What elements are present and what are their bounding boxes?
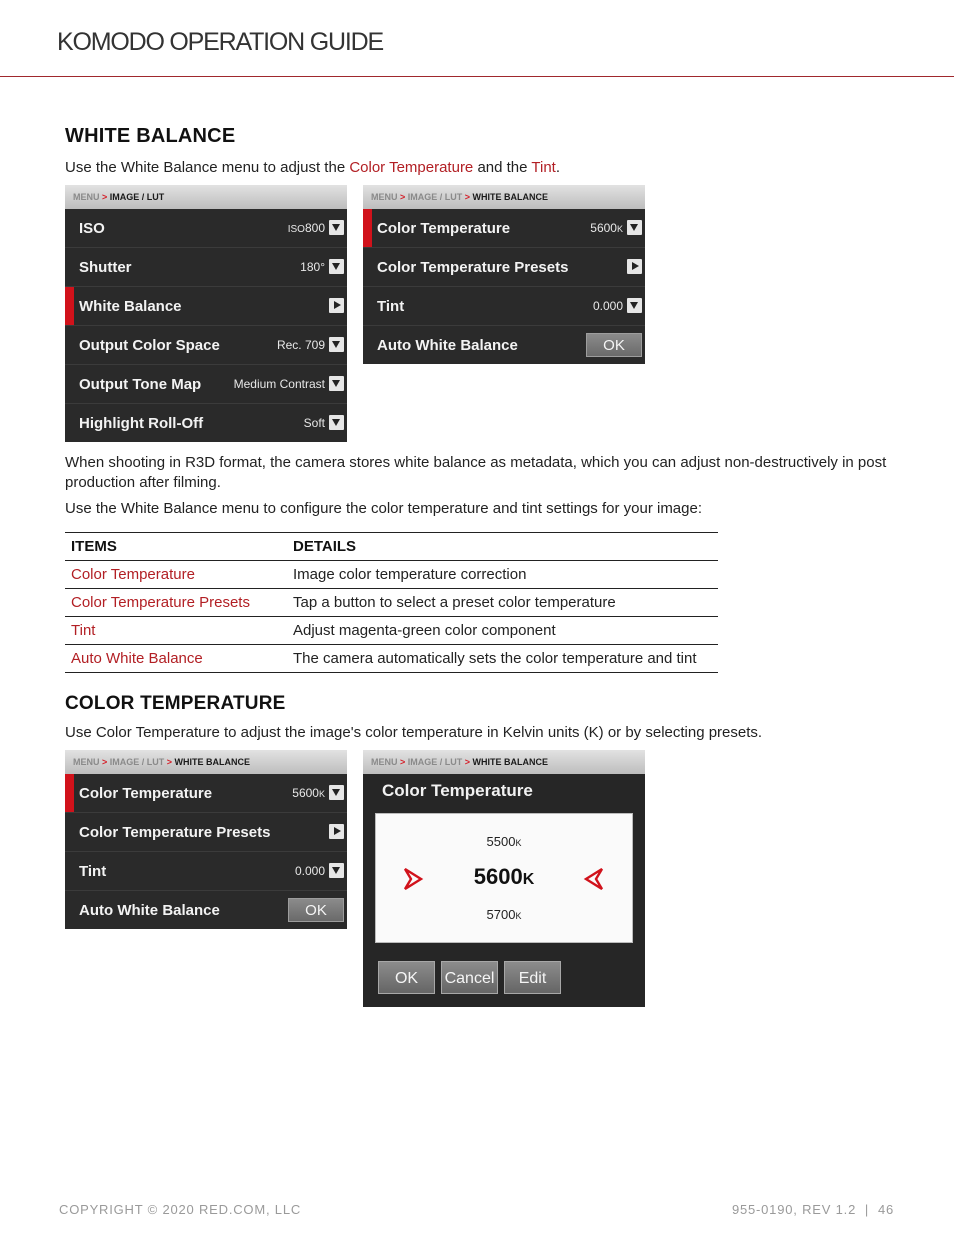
dropdown-arrow-icon[interactable] — [329, 863, 344, 878]
breadcrumb-separator: > — [462, 757, 473, 767]
menu-row-value: 0.000 — [294, 864, 325, 878]
breadcrumb-root[interactable]: MENU — [73, 757, 100, 767]
table-cell-detail: Image color temperature correction — [287, 561, 718, 589]
kelvin-value: 5600 — [292, 786, 319, 800]
dropdown-arrow-icon[interactable] — [329, 415, 344, 430]
auto-white-balance-ok-button[interactable]: OK — [586, 333, 642, 357]
breadcrumb-separator: > — [397, 757, 408, 767]
dialog-title: Color Temperature — [363, 774, 645, 812]
menu-row-value: 0.000 — [592, 299, 623, 313]
breadcrumb-root[interactable]: MENU — [371, 757, 398, 767]
picker-next-number: 5700 — [486, 907, 516, 922]
link-tint[interactable]: Tint — [531, 159, 556, 176]
link-color-temperature[interactable]: Color Temperature — [349, 159, 474, 176]
dropdown-arrow-icon[interactable] — [329, 220, 344, 235]
picker-unit: K — [515, 838, 522, 848]
intro-text: . — [555, 159, 561, 176]
breadcrumb — [363, 185, 645, 209]
menu-row-value: 180° — [300, 260, 325, 274]
color-temperature-dialog — [363, 750, 645, 1007]
increase-chevron-icon[interactable] — [583, 866, 605, 892]
menu-row-label: Highlight Roll-Off — [79, 415, 204, 432]
menu-row-label: Auto White Balance — [79, 902, 220, 919]
menu-row-auto-white-balance[interactable] — [65, 891, 347, 929]
picker-current-number: 5600 — [473, 864, 523, 889]
table-header-row — [65, 533, 718, 561]
iso-value: 800 — [304, 221, 325, 235]
chevron-right-icon[interactable] — [329, 824, 344, 839]
footer-copyright: COPYRIGHT © 2020 RED.COM, LLC — [59, 1202, 302, 1217]
table-cell-detail: Tap a button to select a preset color temperature — [287, 589, 718, 617]
menu-row-label: Shutter — [79, 259, 132, 276]
breadcrumb-separator: > — [462, 192, 473, 202]
breadcrumb-current: WHITE BALANCE — [174, 757, 251, 767]
kelvin-unit: K — [318, 789, 325, 799]
breadcrumb-mid[interactable]: IMAGE / LUT — [109, 757, 165, 767]
menu-row-tint[interactable] — [65, 852, 347, 891]
picker-unit: K — [522, 871, 535, 888]
breadcrumb-separator: > — [397, 192, 408, 202]
decrease-chevron-icon[interactable] — [402, 866, 424, 892]
breadcrumb-current: IMAGE / LUT — [109, 192, 165, 202]
header-rule — [0, 76, 954, 77]
white-balance-menu-panel — [363, 185, 645, 364]
menu-row-label: Output Tone Map — [79, 376, 202, 393]
menu-row-highlight-roll-off[interactable] — [65, 404, 347, 442]
dropdown-arrow-icon[interactable] — [329, 785, 344, 800]
breadcrumb-current: WHITE BALANCE — [472, 192, 549, 202]
table-row — [65, 645, 718, 673]
paragraph-r3d-metadata: When shooting in R3D format, the camera stores white balance as metadata, which you can adjust non-destructively in post production after filming. — [65, 454, 887, 491]
chevron-right-icon[interactable] — [627, 259, 642, 274]
picker-prev-number: 5500 — [486, 834, 516, 849]
dropdown-arrow-icon[interactable] — [329, 376, 344, 391]
footer-doc-number: 955-0190, REV 1.2 | 46 — [731, 1202, 894, 1217]
dropdown-arrow-icon[interactable] — [329, 259, 344, 274]
breadcrumb-root[interactable]: MENU — [371, 192, 398, 202]
auto-white-balance-ok-button[interactable]: OK — [288, 898, 344, 922]
kelvin-unit: K — [616, 224, 623, 234]
picker-unit: K — [515, 911, 522, 921]
chevron-right-icon[interactable] — [329, 298, 344, 313]
menu-row-value — [292, 786, 325, 800]
dropdown-arrow-icon[interactable] — [627, 298, 642, 313]
table-cell-item-link[interactable]: Tint — [65, 617, 287, 645]
dialog-ok-button[interactable]: OK — [378, 961, 435, 994]
menu-row-value — [590, 221, 623, 235]
section-heading-color-temperature: COLOR TEMPERATURE — [65, 693, 286, 714]
table-row — [65, 617, 718, 645]
table-header-details: DETAILS — [287, 533, 718, 561]
menu-row-color-temperature[interactable] — [363, 209, 645, 248]
dialog-edit-button[interactable]: Edit — [504, 961, 561, 994]
menu-row-color-temperature-presets[interactable] — [65, 813, 347, 852]
image-lut-menu-panel — [65, 185, 347, 442]
menu-row-value — [288, 221, 325, 235]
menu-row-value: Soft — [303, 416, 325, 430]
breadcrumb — [65, 185, 347, 209]
table-header-items: ITEMS — [65, 533, 287, 561]
menu-row-white-balance[interactable] — [65, 287, 347, 326]
table-cell-detail: Adjust magenta-green color component — [287, 617, 718, 645]
menu-row-color-temperature-presets[interactable] — [363, 248, 645, 287]
kelvin-picker[interactable] — [375, 813, 633, 943]
white-balance-intro — [65, 158, 560, 178]
table-row — [65, 561, 718, 589]
breadcrumb-mid[interactable]: IMAGE / LUT — [407, 757, 463, 767]
menu-row-label: ISO — [79, 220, 105, 237]
intro-text: and the — [473, 159, 532, 176]
breadcrumb-separator: > — [164, 757, 175, 767]
menu-row-value: Rec. 709 — [276, 338, 325, 352]
menu-row-label: Color Temperature — [377, 220, 511, 237]
menu-row-value: Medium Contrast — [233, 377, 325, 391]
menu-row-label: Color Temperature — [79, 785, 213, 802]
menu-row-iso[interactable] — [65, 209, 347, 248]
dialog-cancel-button[interactable]: Cancel — [441, 961, 498, 994]
picker-next-value[interactable] — [376, 907, 632, 922]
table-cell-item-link[interactable]: Color Temperature — [65, 561, 287, 589]
breadcrumb-separator: > — [99, 192, 110, 202]
section-heading-white-balance: WHITE BALANCE — [65, 125, 236, 147]
picker-previous-value[interactable] — [376, 834, 632, 849]
document-header-title: KOMODO OPERATION GUIDE — [57, 28, 383, 56]
white-balance-menu-panel-2 — [65, 750, 347, 929]
menu-row-label: White Balance — [79, 298, 182, 315]
menu-row-output-color-space[interactable] — [65, 326, 347, 365]
menu-row-label: Auto White Balance — [377, 337, 518, 354]
kelvin-value: 5600 — [590, 221, 617, 235]
intro-text: Use the White Balance menu to adjust the — [65, 159, 350, 176]
menu-row-output-tone-map[interactable] — [65, 365, 347, 404]
menu-row-label: Color Temperature Presets — [79, 824, 271, 841]
table-cell-item-link[interactable]: Auto White Balance — [65, 645, 287, 673]
menu-row-label: Tint — [377, 298, 405, 315]
menu-row-auto-white-balance[interactable] — [363, 326, 645, 364]
table-cell-detail: The camera automatically sets the color temperature and tint — [287, 645, 718, 673]
breadcrumb-separator: > — [99, 757, 110, 767]
breadcrumb-root[interactable]: MENU — [73, 192, 100, 202]
breadcrumb-current: WHITE BALANCE — [472, 757, 549, 767]
breadcrumb-mid[interactable]: IMAGE / LUT — [407, 192, 463, 202]
menu-row-label: Tint — [79, 863, 107, 880]
menu-row-label: Color Temperature Presets — [377, 259, 569, 276]
white-balance-items-table — [65, 532, 718, 673]
table-row — [65, 589, 718, 617]
dropdown-arrow-icon[interactable] — [329, 337, 344, 352]
menu-row-tint[interactable] — [363, 287, 645, 326]
iso-prefix: ISO — [287, 224, 305, 235]
breadcrumb — [363, 750, 645, 774]
breadcrumb — [65, 750, 347, 774]
dropdown-arrow-icon[interactable] — [627, 220, 642, 235]
menu-row-shutter[interactable] — [65, 248, 347, 287]
color-temperature-intro: Use Color Temperature to adjust the image's color temperature in Kelvin units (K) or by selecting presets. — [65, 724, 763, 741]
menu-row-color-temperature[interactable] — [65, 774, 347, 813]
menu-row-label: Output Color Space — [79, 337, 220, 354]
paragraph-configure: Use the White Balance menu to configure the color temperature and tint settings for your image: — [65, 500, 703, 517]
table-cell-item-link[interactable]: Color Temperature Presets — [65, 589, 287, 617]
